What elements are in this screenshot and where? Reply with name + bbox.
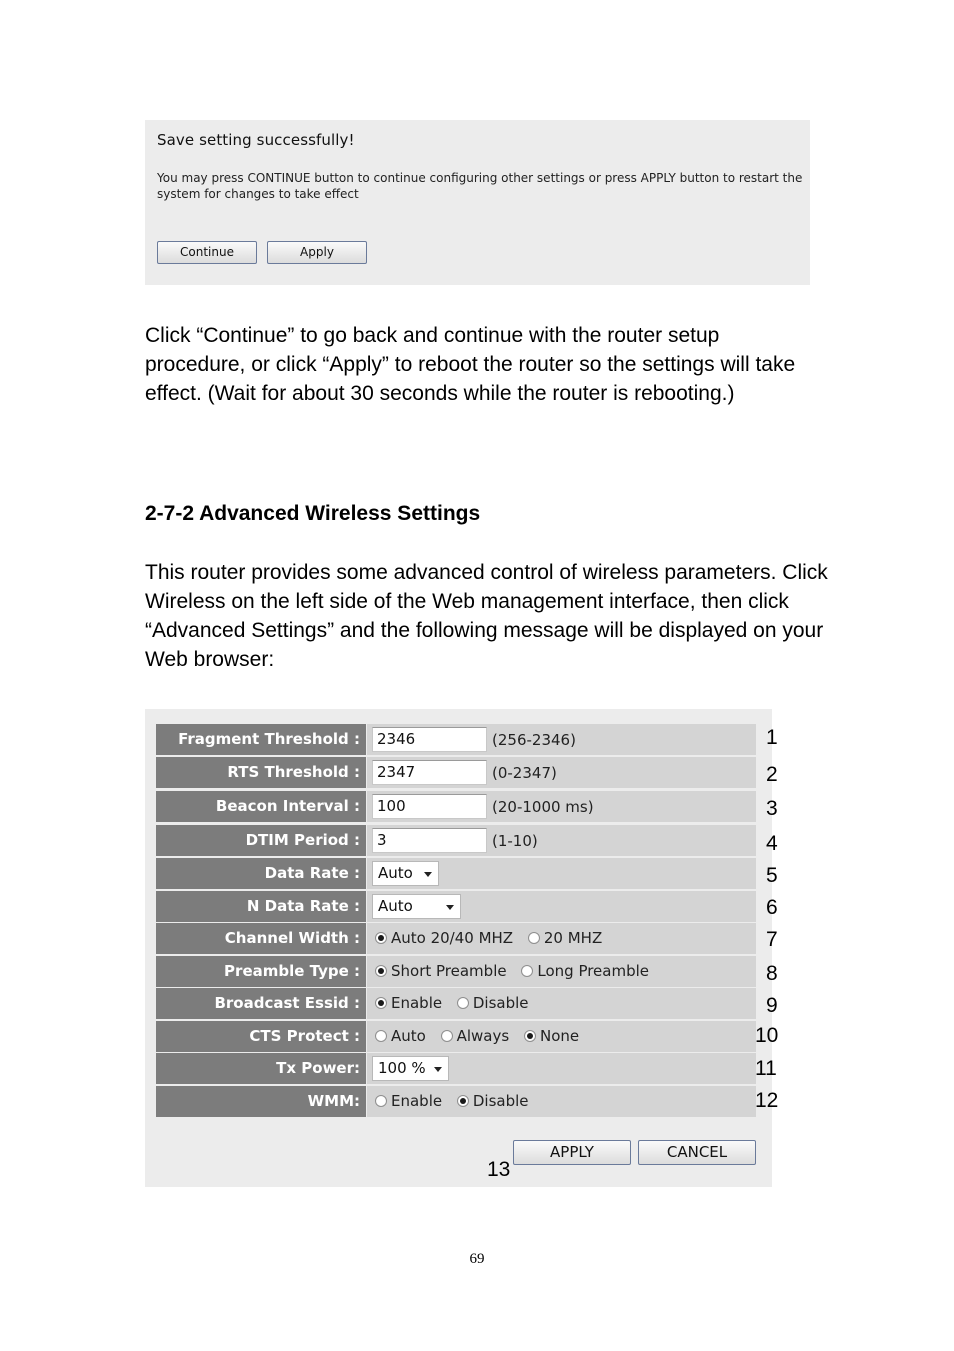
rts-threshold-range: (0-2347) (492, 764, 557, 782)
radio-icon (441, 1030, 453, 1042)
broadcast-disable-option[interactable]: Disable (457, 994, 529, 1012)
callout-number: 2 (766, 763, 778, 786)
chevron-down-icon (434, 1067, 442, 1072)
radio-icon (528, 932, 540, 944)
page-number: 69 (469, 1251, 485, 1267)
beacon-interval-label: Beacon Interval : (156, 791, 366, 822)
broadcast-essid-label: Broadcast Essid : (156, 988, 366, 1019)
preamble-short-option[interactable]: Short Preamble (375, 962, 507, 980)
callout-number: 8 (766, 962, 778, 985)
n-data-rate-select[interactable] (372, 894, 461, 919)
rts-threshold-input[interactable]: 2347 (372, 760, 487, 785)
radio-selected-icon (375, 932, 387, 944)
channel-width-20-option[interactable]: 20 MHZ (528, 929, 602, 947)
continue-button[interactable]: Continue (157, 241, 257, 264)
callout-number: 12 (755, 1089, 779, 1112)
cts-auto-option[interactable]: Auto (375, 1027, 426, 1045)
callout-number: 3 (766, 797, 778, 820)
data-rate-label: Data Rate : (156, 858, 366, 889)
advanced-apply-button[interactable]: APPLY (513, 1140, 631, 1165)
save-title: Save setting successfully! (157, 131, 355, 149)
radio-icon (521, 965, 533, 977)
chevron-down-icon (424, 872, 432, 877)
n-data-rate-row (156, 891, 756, 922)
fragment-threshold-row (156, 724, 756, 755)
callout-number: 1 (766, 726, 778, 749)
callout-number: 9 (766, 994, 778, 1017)
apply-button[interactable]: Apply (267, 241, 367, 264)
wmm-row (156, 1086, 756, 1117)
wmm-disable-option[interactable]: Disable (457, 1092, 529, 1110)
n-data-rate-label: N Data Rate : (156, 891, 366, 922)
n-data-rate-value: Auto (378, 897, 413, 915)
broadcast-essid-row (156, 988, 756, 1019)
radio-icon (375, 1030, 387, 1042)
continue-apply-paragraph: Click “Continue” to go back and continue with the router setup procedure, or click “Apply” to reboot the router so the settings will take effect. (Wait for about 30 seconds while the router is rebooting.) (145, 324, 796, 405)
preamble-long-option[interactable]: Long Preamble (521, 962, 649, 980)
chevron-down-icon (446, 905, 454, 910)
tx-power-value: 100 % (378, 1059, 426, 1077)
beacon-interval-input[interactable]: 100 (372, 794, 487, 819)
radio-icon (375, 1095, 387, 1107)
channel-width-auto-option[interactable]: Auto 20/40 MHZ (375, 929, 513, 947)
section-heading: 2-7-2 Advanced Wireless Settings (145, 502, 481, 525)
save-message: You may press CONTINUE button to continue configuring other settings or press APPLY button to restart the system for changes to take effect (157, 171, 803, 201)
broadcast-enable-option[interactable]: Enable (375, 994, 442, 1012)
dtim-period-label: DTIM Period : (156, 825, 366, 856)
advanced-cancel-button[interactable]: CANCEL (638, 1140, 756, 1165)
dtim-period-input[interactable]: 3 (372, 828, 487, 853)
fragment-threshold-range: (256-2346) (492, 731, 576, 749)
channel-width-row (156, 923, 756, 954)
callout-number: 13 (487, 1158, 511, 1181)
wmm-enable-option[interactable]: Enable (375, 1092, 442, 1110)
tx-power-row (156, 1053, 756, 1084)
dtim-period-range: (1-10) (492, 832, 538, 850)
cts-protect-row (156, 1021, 756, 1052)
radio-selected-icon (524, 1030, 536, 1042)
rts-threshold-row (156, 757, 756, 788)
preamble-type-row (156, 956, 756, 987)
advanced-settings-panel (145, 709, 772, 1187)
cts-protect-label: CTS Protect : (156, 1021, 366, 1052)
radio-icon (457, 997, 469, 1009)
fragment-threshold-input[interactable]: 2346 (372, 727, 487, 752)
beacon-interval-row (156, 791, 756, 822)
callout-number: 5 (766, 864, 778, 887)
radio-selected-icon (375, 997, 387, 1009)
rts-threshold-label: RTS Threshold : (156, 757, 366, 788)
cts-always-option[interactable]: Always (441, 1027, 510, 1045)
channel-width-label: Channel Width : (156, 923, 366, 954)
callout-number: 11 (755, 1057, 777, 1080)
advanced-intro-paragraph: This router provides some advanced control of wireless parameters. Click Wireless on the left side of the Web management interface, then click “Advanced Settings” and the following message will be displayed on your Web browser: (145, 561, 828, 671)
callout-number: 10 (755, 1024, 779, 1047)
data-rate-value: Auto (378, 864, 413, 882)
preamble-type-label: Preamble Type : (156, 956, 366, 987)
fragment-threshold-label: Fragment Threshold : (156, 724, 366, 755)
radio-selected-icon (375, 965, 387, 977)
callout-number: 6 (766, 896, 778, 919)
beacon-interval-range: (20-1000 ms) (492, 798, 594, 816)
save-success-panel (145, 120, 810, 285)
data-rate-row (156, 858, 756, 889)
callout-number: 4 (766, 832, 778, 855)
radio-selected-icon (457, 1095, 469, 1107)
wmm-label: WMM: (156, 1086, 366, 1117)
dtim-period-row (156, 825, 756, 856)
cts-none-option[interactable]: None (524, 1027, 579, 1045)
tx-power-select[interactable] (372, 1056, 449, 1081)
callout-number: 7 (766, 928, 778, 951)
tx-power-label: Tx Power: (156, 1053, 366, 1084)
data-rate-select[interactable] (372, 861, 439, 886)
